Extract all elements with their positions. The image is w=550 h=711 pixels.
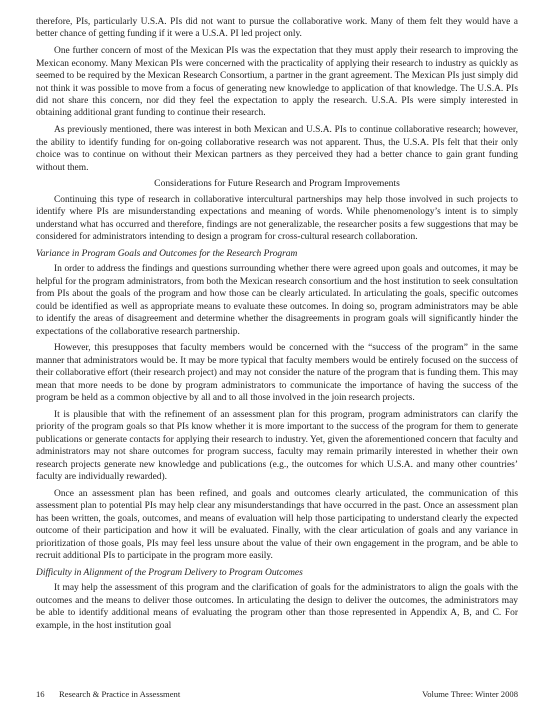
article-body — [36, 16, 518, 637]
paragraph: As previously mentioned, there was interest in both Mexican and U.S.A. PIs to continue collaborative research; however, the ability to identify funding for on-going collaborative research was not apparent. Thus, the U.S.A. PIs felt that their only choice was to continue on without their Mexican partners as they perceived they had a better chance to gain grant funding without them. — [36, 125, 518, 173]
journal-title: Research & Practice in Assessment — [59, 689, 181, 699]
paragraph: therefore, PIs, particularly U.S.A. PIs did not want to pursue the collaborative work. Many of them felt they would have a better chance of getting funding if it were a U.S.A. PI led project only. — [36, 17, 518, 40]
paragraph: It is plausible that with the refinement of an assessment plan for this program, program administrators can clarify the priority of the program goals so that PIs know whether it is more important to the success of the program for them to generate publications or generate contacts for applying their research to industry. Yet, given the aforementioned concern that faculty and administrators may not share outcomes for program success, faculty may remain primarily interested in whether their own research projects generate new knowledge and publications (e.g., the outcomes for which U.S.A. and many other countries’ faculty are individually rewarded). — [36, 409, 518, 483]
paragraph: Once an assessment plan has been refined, and goals and outcomes clearly articulated, the communication of this assessment plan to potential PIs may help clear any misunderstandings that have occurred in the past. Once an assessment plan has been written, the goals, outcomes, and means of evaluation will help those participating to understand clearly the expected outcome of their participation and how it will be evaluated. Finally, with the clear articulation of goals and any variance in prioritization of those goals, PIs may feel less unsure about the value of their own engagement in the program, and be able to recruit additional PIs to participate in the program more easily. — [36, 488, 518, 562]
section-heading: Considerations for Future Research and Program Improvements — [154, 178, 400, 190]
paragraph: In order to address the findings and questions surrounding whether there were agreed upon goals and outcomes, it may be helpful for the program administrators, from both the Mexican research consortium and the host institution to seek consultation from PIs about the goals of the program and how those can be clearly articulated. In articulating the goals, specific outcomes could be identified as well as appropriate means to evaluate these outcomes. In doing so, program administrators may be able to identify the areas of disagreement and determine whether the disagreements in program goals will significantly hinder the expectations of the collaborative research partnership. — [36, 264, 518, 337]
subsection-heading: Variance in Program Goals and Outcomes for the Research Program — [36, 248, 298, 259]
subsection-heading: Difficulty in Alignment of the Program Delivery to Program Outcomes — [36, 567, 303, 578]
page-number: 16 — [36, 689, 45, 699]
paragraph: Continuing this type of research in collaborative intercultural partnerships may help those involved in such projects to identify where PIs are misunderstanding expectations and meaning of words. While phenomenology’s intent is to simply understand what has occurred and therefore, findings are not generalizable, the researcher posits a few suggestions that may be considered for administrators intending to design a program for cross-cultural research collaboration. — [36, 194, 518, 243]
paragraph: It may help the assessment of this program and the clarification of goals for the administrators to align the goals with the outcomes and the means to deliver those outcomes. In articulating the design to deliver the outcomes, the administrators may be able to identify additional means of evaluating the program other than those represented in Appendix A, B, and C. For example, in the host institution goal — [36, 583, 518, 631]
paragraph: One further concern of most of the Mexican PIs was the expectation that they must apply their research to improving the Mexican economy. Many Mexican PIs were concerned with the practicality of applying their research to industry as quickly as seemed to be required by the Mexican Research Consortium, a partner in the grant agreement. The Mexican PIs just simply did not think it was possible to move from a focus of generating new knowledge to application of that knowledge. The U.S.A. PIs did not share this concern, nor did they feel the expectation to apply the research. U.S.A. PIs were simply interested in obtaining additional grant funding to continue their research. — [36, 46, 518, 119]
volume-info: Volume Three: Winter 2008 — [422, 689, 518, 699]
paragraph: However, this presupposes that faculty members would be concerned with the “success of the program” in the same manner that administrators would be. It may be more typical that faculty members would be entirely focused on the success of their collaborative effort (their research project) and may not consider the nature of the program that is funding them. This may mean that more needs to be done by program administrators to communicate the importance of having the success of the program be held as a common objective by all and to all those involved in the join research projects. — [36, 343, 518, 404]
